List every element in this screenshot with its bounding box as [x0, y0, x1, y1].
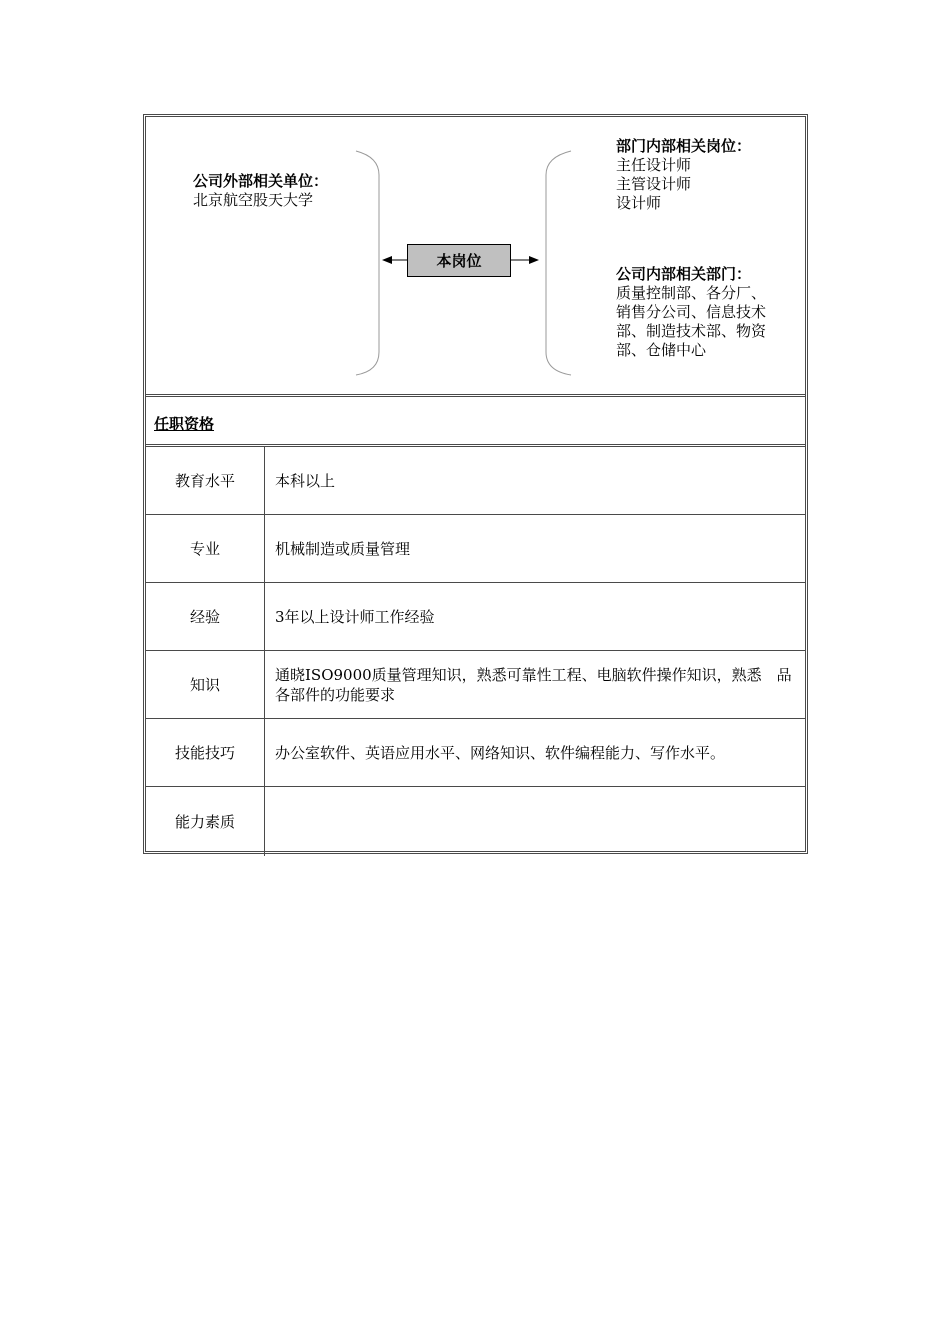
qualifications-title: 任职资格	[154, 415, 215, 433]
right-bracket	[546, 151, 571, 375]
internal-position-item: 主任设计师	[616, 156, 692, 174]
row-label: 技能技巧	[146, 719, 265, 786]
table-row	[146, 787, 805, 856]
work-relations-section	[146, 117, 805, 397]
row-value: 本科以上	[275, 471, 336, 490]
current-position-box: 本岗位	[407, 244, 511, 277]
row-value: 3年以上设计师工作经验	[275, 607, 435, 626]
table-row	[146, 583, 805, 651]
row-value: 机械制造或质量管理	[275, 539, 411, 558]
job-description-frame	[143, 114, 808, 854]
internal-dept-line: 质量控制部、各分厂、	[616, 284, 767, 302]
internal-depts-block	[616, 265, 796, 360]
internal-depts-title: 公司内部相关部门：	[616, 265, 752, 283]
row-label: 经验	[146, 583, 265, 650]
table-row	[146, 719, 805, 787]
external-units-block	[193, 172, 328, 210]
row-value: 通晓ISO9000质量管理知识，熟悉可靠性工程、电脑软件操作知识，熟悉 品各部件的功能要求	[275, 665, 792, 704]
row-value	[265, 787, 805, 856]
internal-dept-line: 部、制造技术部、物资	[616, 322, 767, 340]
qualifications-heading-row	[146, 397, 805, 447]
row-label: 知识	[146, 651, 265, 718]
right-arrow-icon	[529, 256, 539, 264]
internal-positions-block	[616, 137, 751, 213]
row-label: 能力素质	[146, 787, 265, 856]
external-units-title: 公司外部相关单位：	[193, 172, 329, 190]
left-bracket	[356, 151, 379, 375]
external-unit-item: 北京航空股天大学	[193, 191, 314, 209]
internal-position-item: 设计师	[616, 194, 662, 212]
qualifications-table	[146, 447, 805, 856]
row-label: 专业	[146, 515, 265, 582]
internal-positions-title: 部门内部相关岗位：	[616, 137, 752, 155]
table-row	[146, 447, 805, 515]
row-value: 办公室软件、英语应用水平、网络知识、软件编程能力、写作水平。	[275, 743, 726, 762]
internal-dept-line: 销售分公司、信息技术	[616, 303, 767, 321]
internal-position-item: 主管设计师	[616, 175, 692, 193]
table-row	[146, 651, 805, 719]
internal-dept-line: 部、仓储中心	[616, 341, 707, 359]
table-row	[146, 515, 805, 583]
row-label: 教育水平	[146, 447, 265, 514]
left-arrow-icon	[382, 256, 392, 264]
